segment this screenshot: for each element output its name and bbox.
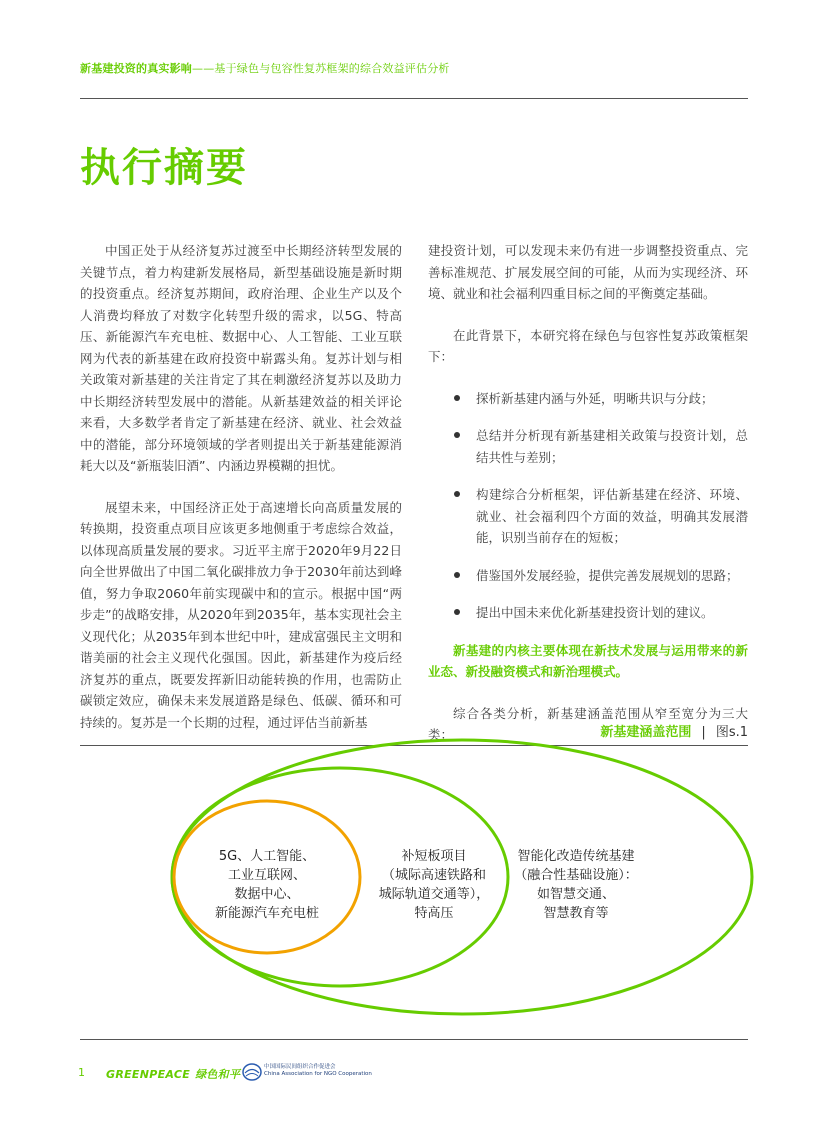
greenpeace-wordmark: GREENPEACE	[106, 1068, 191, 1081]
greenpeace-cn-name: 绿色和平	[195, 1068, 241, 1081]
paragraph-continuation: 建投资计划，可以发现未来仍有进一步调整投资重点、完善标准规范、扩展发展空间的可能，从而为实现经济、环境、就业和社会福利四重目标之间的平衡奠定基础。	[428, 243, 748, 301]
inner-label-line: 数据中心、	[234, 887, 300, 902]
greenpeace-logo	[106, 1066, 240, 1082]
cango-logo-icon	[242, 1063, 262, 1081]
paragraph-context: 在此背景下，本研究将在绿色与包容性复苏政策框架下：	[428, 327, 748, 364]
footer-divider	[80, 1039, 748, 1040]
outer-label-line: 智能化改造传统基建	[517, 849, 635, 864]
paragraph-summary: 综合各类分析，新基建涵盖范围从窄至宽分为三大类：	[428, 705, 748, 742]
list-item-text: 构建综合分析框架，评估新基建在经济、环境、就业、社会福利四个方面的效益，明确其发展潜能，识别当前存在的短板；	[476, 487, 748, 545]
figure-title: 新基建涵盖范围	[600, 725, 692, 740]
middle-label-line: 城际轨道交通等），	[378, 887, 490, 902]
middle-label-line: 补短板项目	[401, 849, 467, 864]
figure-number: 图s.1	[715, 725, 748, 740]
paragraph-outlook: 展望未来，中国经济正处于高速增长向高质量发展的转换期，投资重点项目应该更多地侧重于考虑综合效益，以体现高质量发展的要求。习近平主席于2020年9月22日向全世界做出了中国二氧化碳排放力争于2030年前达到峰值，努力争取2060年前实现碳中和的宣示。根据中国“两步走”的战略安排，从2020年到2035年，基本实现社会主义现代化；从2035年到本世纪中叶，建成富强民主文明和谐美丽的社会主义现代化强国。因此，新基建作为疫后经济复苏的重点，既要发挥新旧动能转换的作用，也需防止碳锁定效应，确保未来发展道路是绿色、低碳、循环和可持续的。复苏是一个长期的过程，通过评估当前新基	[80, 499, 402, 730]
running-header-subtitle: ——基于绿色与包容性复苏框架的综合效益评估分析	[192, 62, 450, 75]
outer-label-line: （融合性基础设施）：	[514, 868, 638, 883]
paragraph-intro: 中国正处于从经济复苏过渡至中长期经济转型发展的关键节点，着力构建新发展格局，新型基础设施是新时期的投资重点。经济复苏期间，政府治理、企业生产以及个人消费均释放了对数字化转型升级的需求，以5G、特高压、新能源汽车充电桩、数据中心、人工智能、工业互联网为代表的新基建在政府投资中崭露头角。复苏计划与相关政策对新基建的关注肯定了其在刺激经济复苏以及助力中长期经济转型发展中的潜能。从新基建效益的相关评论来看，大多数学者肯定了新基建在经济、就业、社会效益中的潜能，部分环境领域的学者则提出关于新基建能源消耗大以及“新瓶装旧酒”、内涵边界模糊的担忧。	[80, 243, 402, 473]
middle-label-line: 特高压	[414, 906, 454, 921]
middle-label-line: （城际高速铁路和	[381, 868, 487, 883]
list-item-text: 探析新基建内涵与外延，明晰共识与分歧；	[476, 390, 714, 406]
inner-label-line: 工业互联网、	[227, 868, 307, 883]
cango-name	[264, 1064, 372, 1078]
list-item-text: 提出中国未来优化新基建投资计划的建议。	[476, 605, 714, 620]
running-header-main: 新基建投资的真实影响	[80, 62, 192, 75]
inner-label-line: 5G、人工智能、	[218, 849, 316, 864]
outer-label-line: 如智慧交通、	[536, 887, 616, 902]
caption-separator: |	[701, 725, 706, 740]
list-item-text: 总结并分析现有新基建相关政策与投资计划，总结共性与差别；	[476, 428, 748, 465]
page-number: 1	[78, 1066, 85, 1079]
page-title: 执行摘要	[80, 145, 248, 191]
cango-en-name: China Association for NGO Cooperation	[264, 1071, 372, 1077]
list-item-text: 借鉴国外发展经验，提供完善发展规划的思路；	[476, 567, 739, 583]
key-finding: 新基建的内核主要体现在新技术发展与运用带来的新业态、新投融资模式和新治理模式。	[428, 642, 748, 679]
inner-label-line: 新能源汽车充电桩	[214, 906, 320, 921]
outer-label-line: 智慧教育等	[543, 906, 609, 921]
cango-cn-name: 中国国际民间组织合作促进会	[264, 1064, 336, 1070]
